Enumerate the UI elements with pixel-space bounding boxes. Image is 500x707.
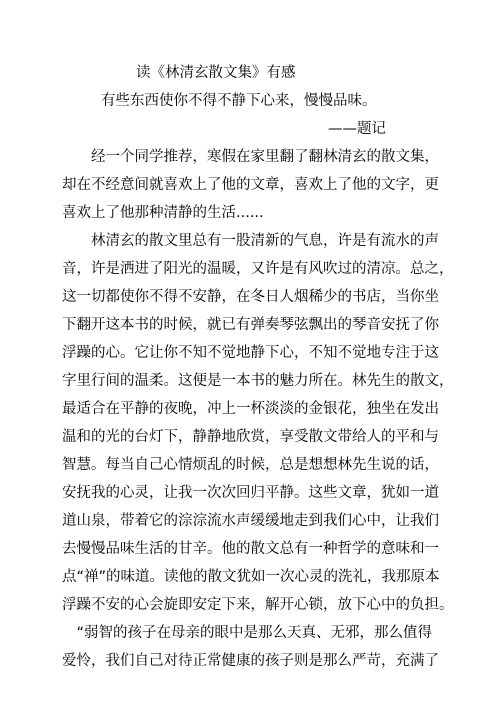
body-line: 字里行间的温柔。这便是一本书的魅力所在。林先生的散文， [62,373,454,389]
body-line: 道山泉，带着它的淙淙流水声缓缓地走到我们心中，让我们 [62,513,439,529]
body-line: 去慢慢品味生活的甘辛。他的散文总有一种哲学的意味和一 [62,541,439,557]
body-line: 下翻开这本书的时候，就已有弹奏琴弦飘出的琴音安抚了你 [62,317,439,333]
body-line: “弱智的孩子在母亲的眼中是那么天真、无邪，那么值得 [62,625,433,641]
body-line: 音，许是洒进了阳光的温暖，又许是有风吹过的清凉。总之， [62,261,454,277]
body-line: 智慧。每当自己心情烦乱的时候，总是想想林先生说的话， [62,457,439,473]
body-line: 浮躁不安的心会旋即安定下来，解开心锁，放下心中的负担。 [62,597,454,613]
body-line: 点“禅”的味道。读他的散文犹如一次心灵的洗礼，我那原本 [62,569,440,585]
epigraph: 有些东西使你不得不静下心来，慢慢品味。 [101,93,377,109]
body-line: 经一个同学推荐，寒假在家里翻了翻林清玄的散文集， [62,149,439,165]
body-line: 喜欢上了他那种清静的生活...... [62,205,264,221]
body-line: 温和的光的台灯下，静静地欣赏，享受散文带给人的平和与 [62,429,439,445]
body-line: 浮躁的心。它让你不知不觉地静下心，不知不觉地专注于这 [62,345,439,361]
body-line: 这一切都使你不得不安静，在冬日人烟稀少的书店，当你坐 [62,289,439,305]
body-line: 却在不经意间就喜欢上了他的文章，喜欢上了他的文字，更 [62,177,439,193]
epigraph-sign: ——题记 [328,121,386,137]
essay-title: 读《林清玄散文集》有感 [136,65,296,81]
body-line: 林清玄的散文里总有一股清新的气息，许是有流水的声 [62,233,439,249]
body-line: 安抚我的心灵，让我一次次回归平静。这些文章，犹如一道 [62,485,439,501]
body-line: 最适合在平静的夜晚，冲上一杯淡淡的金银花，独坐在发出 [62,401,439,417]
body-line: 爱怜，我们自己对待正常健康的孩子则是那么严苛，充满了 [62,653,439,669]
